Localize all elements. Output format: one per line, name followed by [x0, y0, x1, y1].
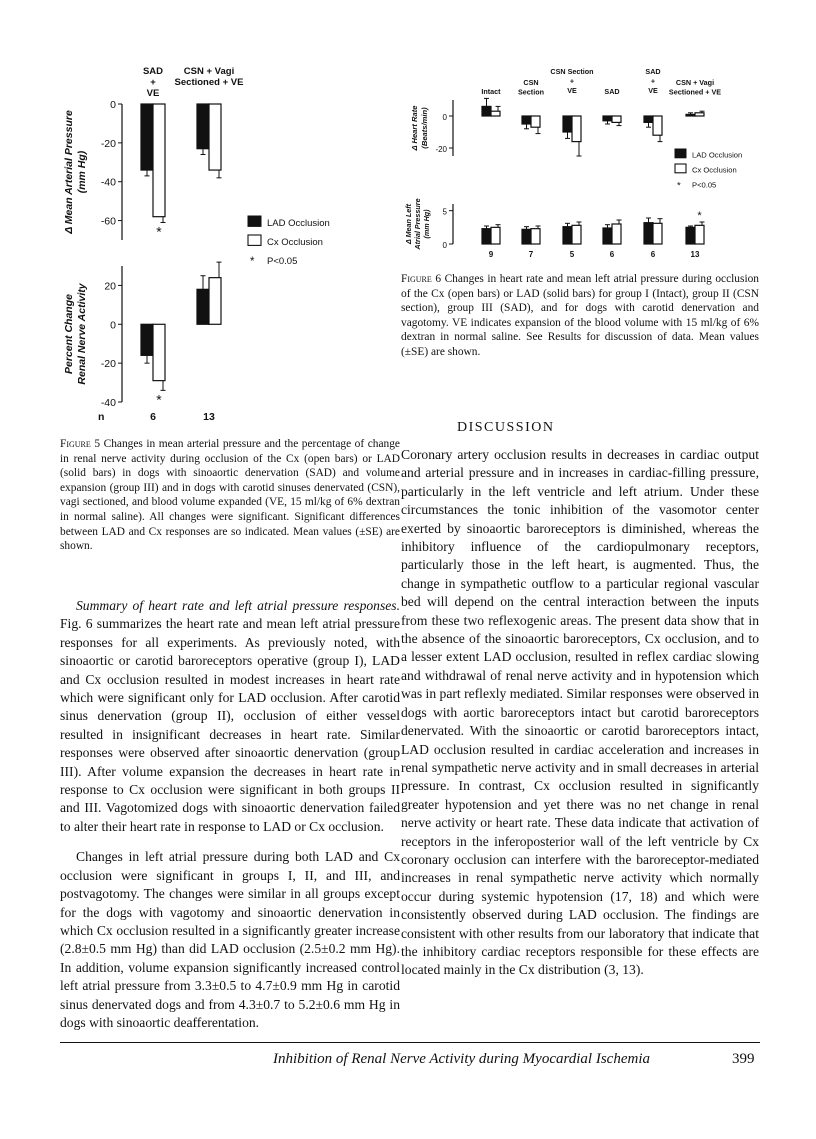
bar-lad — [603, 116, 612, 121]
paragraph-left-atrial: Changes in left atrial pressure during both LAD and Cx occlusion were significant in groups I, II, and III, and postvagotomy. The changes were similar in all groups except for the dogs with vagotomy and sinoaortic denervation in which Cx occlusion resulted in a significantly greater increase (2.8±0.5 mm Hg) than did LAD occlusion (2.5±0.2 mm Hg). In addition, volume expansion significantly increased control left atrial pressure from 3.3±0.5 to 4.7±0.9 mm Hg in carotid sinus denervated dogs and from 4.3±0.7 to 5.2±0.6 mm Hg in dogs with sinoaortic deafferentation. — [60, 849, 400, 1030]
bar-cx — [153, 104, 165, 217]
n-value: 7 — [528, 250, 534, 259]
group-label: + — [150, 77, 156, 88]
bar-cx — [572, 116, 581, 142]
legend-swatch-lad — [248, 216, 261, 226]
bar-lad — [482, 106, 491, 116]
bar-lad — [644, 223, 653, 244]
group-label: SAD — [645, 67, 661, 76]
bar-lad — [522, 229, 531, 244]
legend-label-significance: P<0.05 — [267, 255, 298, 267]
y-axis-label: Δ Mean Left — [404, 203, 413, 245]
page-number: 399 — [732, 1051, 755, 1067]
n-value: 6 — [609, 250, 615, 259]
figure-5 — [60, 60, 360, 430]
y-axis-label: Atrial Pressure — [413, 198, 422, 250]
y-tick-label: 5 — [442, 207, 447, 217]
legend-star: * — [250, 256, 255, 269]
running-title: Inhibition of Renal Nerve Activity during Myocardial Ischemia — [273, 1051, 650, 1067]
y-tick-label: 20 — [104, 280, 116, 293]
legend-label-lad: LAD Occlusion — [692, 150, 743, 160]
group-label: CSN + Vagi — [675, 78, 715, 87]
y-axis-label: (mm Hg) — [76, 150, 88, 194]
group-label: + — [650, 76, 656, 86]
bar-lad — [482, 229, 491, 244]
bar-lad — [141, 104, 153, 170]
figure-6-caption-text: Changes in heart rate and mean left atrial pressure during occlusion of the Cx (open bars) or LAD (solid bars) for group I (Intact), group II (CSN section), group III (SAD), and for dogs with carotid denervation and vagotomy. VE indicates expansion of the blood volume with 15 ml/kg of 6% dextran in normal saline. See Results for discussion of data. Mean values (±SE) are shown. — [401, 273, 759, 358]
y-tick-label: 0 — [110, 319, 116, 332]
bar-cx — [653, 116, 662, 135]
legend-swatch-cx — [248, 235, 261, 245]
bar-cx — [612, 224, 621, 244]
group-label: VE — [567, 86, 577, 95]
n-label: n — [98, 411, 105, 423]
n-value: 13 — [690, 250, 700, 259]
y-tick-label: 0 — [442, 113, 447, 122]
group-label: SAD — [604, 87, 620, 96]
y-axis-label: Δ Mean Arterial Pressure — [63, 110, 75, 234]
bar-cx — [695, 113, 704, 116]
figure-5-caption — [60, 437, 400, 554]
group-label: + — [569, 76, 575, 86]
bar-lad — [141, 324, 153, 355]
significance-star: * — [156, 223, 162, 240]
legend-label-lad: LAD Occlusion — [267, 217, 330, 229]
y-tick-label: -60 — [100, 215, 116, 228]
bar-cx — [491, 227, 500, 244]
bar-cx — [531, 116, 540, 127]
group-label: VE — [146, 88, 160, 99]
bar-lad — [522, 116, 531, 124]
y-tick-label: -20 — [100, 137, 116, 150]
bar-lad — [686, 227, 695, 244]
legend-swatch-cx — [675, 164, 686, 173]
bar-cx — [209, 278, 221, 325]
y-axis-label: Renal Nerve Activity — [76, 283, 88, 385]
paragraph-summary-body: Fig. 6 summarizes the heart rate and mean left atrial pressure responses for all experiments. As previously noted, with sinoaortic or carotid baroreceptors operative (group I), LAD and Cx occlusion resulted in modest increases in heart rate which were significant only for LAD occlusion. After carotid sinus denervation (group II), occlusion of either vessel resulted in insignificant decreases in heart rate. Similar responses were observed after sinoaortic denervation (group III). After volume expansion the decreases in heart rate in response to Cx occlusion were significant in both groups II and III. Vagotomized dogs with sinoaortic denervation failed to alter their heart rate in response to LAD or Cx occlusion. — [60, 616, 400, 834]
y-tick-label: 0 — [110, 99, 116, 111]
bar-lad — [644, 116, 653, 122]
legend-label-cx: Cx Occlusion — [267, 236, 323, 248]
paragraph-lead: Summary of heart rate and left atrial pressure responses. — [76, 598, 400, 613]
legend-star: * — [677, 180, 681, 192]
y-axis-label: (Beats/min) — [420, 107, 429, 149]
y-tick-label: 0 — [442, 241, 447, 250]
legend-label-significance: P<0.05 — [692, 180, 717, 190]
figure-6-caption — [401, 272, 759, 360]
footer-rule — [60, 1042, 760, 1043]
bar-lad — [686, 114, 695, 116]
significance-star: * — [697, 210, 702, 222]
n-value: 9 — [488, 250, 494, 259]
y-tick-label: -40 — [100, 397, 116, 409]
figure-6-caption-label: Figure 6 — [401, 273, 442, 285]
significance-star: * — [156, 391, 162, 408]
group-label: CSN Section — [550, 67, 594, 76]
left-column — [60, 597, 400, 1032]
bar-cx — [153, 324, 165, 380]
n-value: 13 — [203, 411, 215, 423]
group-label: VE — [648, 86, 658, 95]
figure-5-caption-label: Figure 5 — [60, 438, 101, 450]
legend-swatch-lad — [675, 149, 686, 158]
group-label: Intact — [481, 87, 501, 96]
bar-cx — [531, 229, 540, 244]
bar-cx — [209, 104, 221, 170]
y-axis-label: Δ Heart Rate — [410, 105, 419, 151]
legend-label-cx: Cx Occlusion — [692, 165, 737, 175]
group-label: Section — [518, 87, 544, 97]
y-axis-label: (mm Hg) — [422, 209, 431, 239]
y-tick-label: -20 — [100, 358, 116, 371]
group-label: CSN — [523, 78, 539, 87]
bar-lad — [197, 104, 209, 149]
paragraph-discussion: Coronary artery occlusion results in decreases in cardiac output and arterial pressure and in increases in cardiac-filling pressure, particularly in the left ventricle and left atrium. Under these circumstances the tonic inhibition of the vasomotor center exerted by sinoaortic baroreceptors is diminished, whereas the inhibitory influence of the cardiopulmonary receptors, particularly those in the left heart, is augmented. Thus, the change in sympathetic outflow to a particular regional vascular bed will depend on the central interaction between the inputs from these two reflexogenic areas. The present data show that in the absence of the sinoaortic baroreceptors, Cx occlusion, and to a lesser extent LAD occlusion, resulted in reflex cardiac slowing and withdrawal of renal nerve activity and in hypotension which was in part reflexly mediated. Similar responses were observed in dogs with aortic baroreceptors intact but carotid baroreceptors denervated. With the sinoaortic or carotid baroreceptors intact, LAD occlusion resulted in cardiac acceleration and increases in renal sympathetic nerve activity and in small decreases in arterial pressure. In contrast, Cx occlusion resulted in significantly greater hypotension and yet there was no net change in renal nerve activity or heart rate. These data indicate that activation of receptors in the inferoposterior wall of the left ventricle by Cx coronary occlusion can interfere with the baroreceptor-mediated increases in renal sympathetic nerve activity which normally occur during systemic hypotension (17, 18) and which were consistently observed during LAD occlusion. The findings are consistent with other results from our laboratory that indicate that the inhibitory cardiac receptors responsible for these effects are located mainly in the Cx distribution (3, 13). — [401, 447, 759, 978]
group-label: Sectioned + VE — [668, 87, 722, 97]
paragraph-summary — [60, 597, 400, 836]
bar-cx — [612, 116, 621, 122]
y-tick-label: -40 — [100, 176, 116, 189]
right-column — [401, 446, 759, 980]
bar-cx — [491, 111, 500, 116]
n-value: 5 — [569, 250, 575, 259]
figure-6 — [405, 62, 765, 272]
y-tick-label: -20 — [435, 145, 447, 154]
bar-cx — [572, 225, 581, 244]
section-heading-discussion: DISCUSSION — [457, 420, 555, 435]
group-label: CSN + Vagi — [183, 66, 235, 77]
y-axis-label: Percent Change — [63, 294, 75, 374]
bar-lad — [603, 228, 612, 244]
n-value: 6 — [150, 411, 156, 423]
group-label: Sectioned + VE — [174, 77, 244, 88]
bar-cx — [695, 225, 704, 244]
bar-lad — [197, 289, 209, 324]
bar-cx — [653, 223, 662, 244]
bar-lad — [563, 227, 572, 244]
group-label: SAD — [142, 66, 164, 77]
n-value: 6 — [650, 250, 656, 259]
figure-5-caption-text: Changes in mean arterial pressure and the percentage of change in renal nerve activity during occlusion of the Cx (open bars) or LAD (solid bars) in dogs with sinoaortic denervation (SAD) and volume expansion (group III) and in dogs with carotid sinuses denervated (CSN), vagi sectioned, and blood volume expanded (VE, 15 ml/kg of 6% dextran in normal saline). All changes were significant. Significant differences between LAD and Cx responses are so indicated. Mean values (±SE) are shown. — [60, 438, 400, 553]
bar-lad — [563, 116, 572, 132]
